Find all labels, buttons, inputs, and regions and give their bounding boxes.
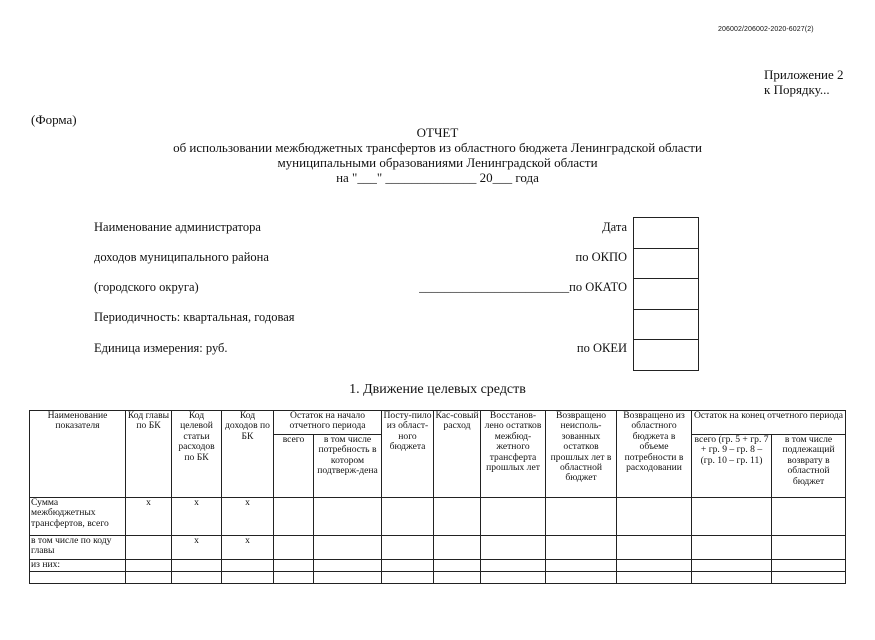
report-subtitle-2: муниципальными образованиями Ленинградской области [277,155,598,170]
table-cell[interactable] [692,560,772,572]
okpo-code-label: по ОКПО [575,250,627,264]
table-cell[interactable] [382,536,434,560]
blank-cell[interactable] [634,310,698,341]
header-ostatok-konec-vtom: в том числе подлежащий возврату в областной бюджет [772,435,846,498]
table-cell[interactable] [546,572,617,584]
table-cell[interactable] [126,560,172,572]
periodicity-label: Периодичность: квартальная, годовая [94,310,295,324]
table-cell[interactable] [617,572,692,584]
report-title: ОТЧЕТ [416,125,459,140]
table-cell[interactable] [692,572,772,584]
table-cell[interactable] [382,560,434,572]
table-cell[interactable] [772,560,846,572]
table-cell[interactable] [382,572,434,584]
header-kod-glavy: Код главы по БК [126,411,172,498]
header-kod-celevoy: Код целевой статьи расходов по БК [172,411,222,498]
table-row [30,572,846,584]
table-cell[interactable] [481,498,546,536]
row-label: из них: [30,560,126,572]
header-vosstanovleno: Восстанов-лено остатков межбюд-жетного трансферта прошлых лет [481,411,546,498]
header-kassoviy: Кас-совый расход [434,411,481,498]
table-cell[interactable] [274,536,314,560]
table-cell[interactable] [617,560,692,572]
table-cell[interactable] [314,536,382,560]
okei-code-label: по ОКЕИ [576,341,627,355]
table-cell[interactable] [172,572,222,584]
table-cell[interactable] [481,572,546,584]
report-date-line: на "___" ______________ 20___ года [336,170,539,185]
table-row [30,560,846,572]
report-subtitle-1: об использовании межбюджетных трансфертов из областного бюджета Ленинградской области [173,140,702,155]
date-cell[interactable] [634,218,698,249]
table-cell[interactable]: x [172,498,222,536]
table-cell[interactable]: x [172,536,222,560]
form-label: (Форма) [31,112,77,127]
header-ostatok-konec-vsego: всего (гр. 5 + гр. 7 + гр. 9 – гр. 8 – (гр. 10 – гр. 11) [692,435,772,498]
header-vozvrascheno-obl: Возвращено из областного бюджета в объеме потребности в расходовании [617,411,692,498]
date-code-label: Дата [602,220,627,234]
header-ostatok-nachalo: Остаток на начало отчетного периода [274,411,382,435]
appendix-line-2: к Порядку... [764,82,830,97]
appendix-line-1: Приложение 2 [764,67,844,82]
table-cell[interactable] [274,572,314,584]
city-district-label: (городского округа) [94,280,199,294]
table-cell[interactable] [772,498,846,536]
table-cell[interactable] [314,572,382,584]
table-cell[interactable] [772,536,846,560]
table-cell[interactable] [617,498,692,536]
table-row [30,536,846,560]
table-cell[interactable] [314,560,382,572]
table-cell[interactable] [314,498,382,536]
table-cell[interactable] [434,498,481,536]
administrator-label: Наименование администратора [94,220,261,234]
header-kod-dohodov: Код доходов по БК [222,411,274,498]
okei-cell[interactable] [634,340,698,370]
section-title: 1. Движение целевых средств [349,382,526,397]
table-cell[interactable]: x [126,498,172,536]
district-label: доходов муниципального района [94,250,269,264]
target-funds-table [29,410,846,584]
header-ostatok-nachalo-vsego: всего [274,435,314,498]
table-cell[interactable]: x [222,498,274,536]
table-cell[interactable] [546,536,617,560]
table-cell[interactable] [274,560,314,572]
table-cell[interactable] [126,536,172,560]
row-label: Сумма межбюджетных трансфертов, всего [30,498,126,536]
codes-box [633,217,699,371]
appendix-note [764,67,844,97]
table-cell[interactable] [434,560,481,572]
okpo-cell[interactable] [634,249,698,280]
table-cell[interactable] [222,572,274,584]
document-id: 206002/206002-2020-6027(2) [718,26,814,33]
table-cell[interactable] [692,498,772,536]
table-cell[interactable] [481,536,546,560]
header-vozvrascheno-neisp: Возвращено неисполь-зованных остатков прошлых лет в областной бюджет [546,411,617,498]
table-cell[interactable] [546,498,617,536]
table-row [30,498,846,536]
table-cell[interactable] [126,572,172,584]
header-name: Наименование показателя [30,411,126,498]
table-cell[interactable]: x [222,536,274,560]
okato-code-label: ________________________по ОКАТО [419,280,627,294]
table-cell[interactable] [692,536,772,560]
table-cell[interactable] [382,498,434,536]
row-label [30,572,126,584]
table-cell[interactable] [617,536,692,560]
table-cell[interactable] [434,536,481,560]
unit-label: Единица измерения: руб. [94,341,228,355]
table-cell[interactable] [546,560,617,572]
table-cell[interactable] [172,560,222,572]
table-cell[interactable] [772,572,846,584]
table-cell[interactable] [481,560,546,572]
table-cell[interactable] [434,572,481,584]
header-ostatok-konec: Остаток на конец отчетного периода [692,411,846,435]
okato-cell[interactable] [634,279,698,310]
table-cell[interactable] [274,498,314,536]
header-ostatok-nachalo-vtom: в том числе потребность в котором подтверж-дена [314,435,382,498]
header-postupilo: Посту-пило из област-ного бюджета [382,411,434,498]
table-cell[interactable] [222,560,274,572]
row-label: в том числе по коду главы [30,536,126,560]
